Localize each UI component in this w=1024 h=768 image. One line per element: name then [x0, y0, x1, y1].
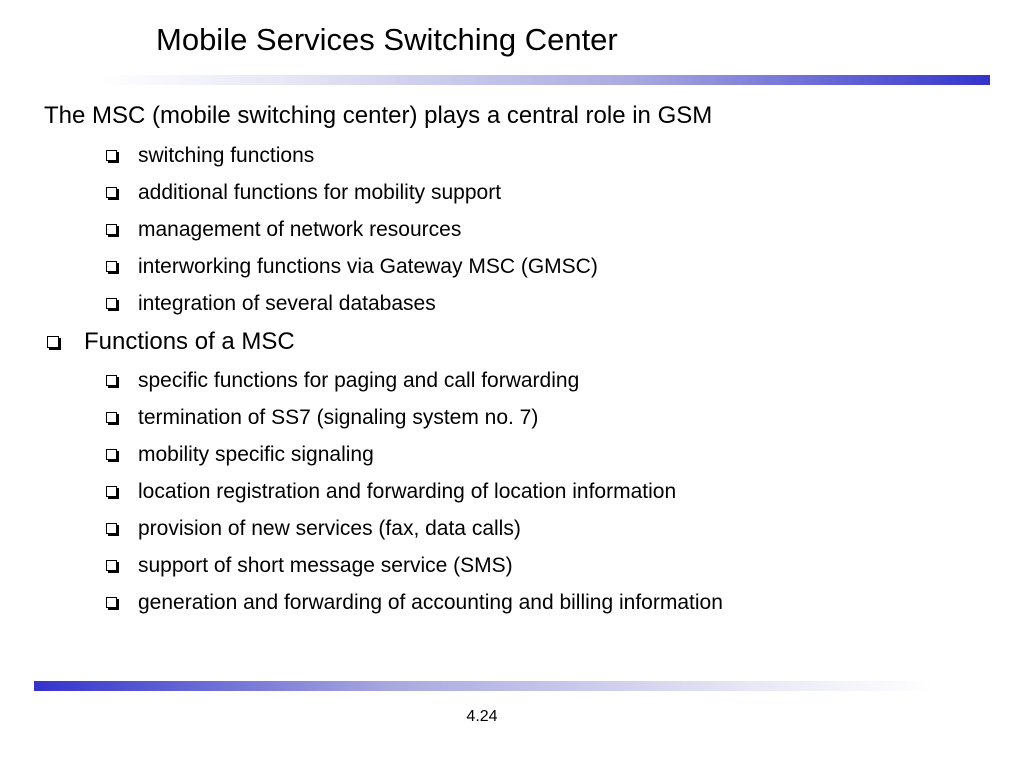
list-item-text: interworking functions via Gateway MSC (GMSC): [138, 255, 598, 278]
square-bullet-icon: [106, 375, 117, 386]
list-item-text: additional functions for mobility support: [138, 181, 502, 204]
square-bullet-icon: [106, 261, 117, 272]
square-bullet-icon: [47, 336, 59, 348]
list-item-text: generation and forwarding of accounting and billing information: [138, 591, 723, 614]
list-item-text: provision of new services (fax, data calls): [138, 517, 521, 540]
list-item: [104, 473, 723, 510]
list-item: [104, 211, 598, 248]
page-number: 4.24: [466, 708, 498, 725]
square-bullet-icon: [106, 486, 117, 497]
list-item: [104, 285, 598, 322]
section-heading-text: Functions of a MSC: [84, 328, 295, 355]
list-item: [104, 436, 723, 473]
square-bullet-icon: [106, 150, 117, 161]
list-item: [104, 137, 598, 174]
square-bullet-icon: [106, 560, 117, 571]
list-item-text: specific functions for paging and call forwarding: [138, 369, 580, 392]
list-item: [104, 174, 598, 211]
list-item-text: termination of SS7 (signaling system no. 7): [138, 406, 539, 429]
footer-rule-gradient: [34, 681, 934, 691]
list-item: [104, 547, 723, 584]
square-bullet-icon: [106, 523, 117, 534]
list-item-text: management of network resources: [138, 218, 462, 241]
square-bullet-icon: [106, 597, 117, 608]
intro-statement: The MSC (mobile switching center) plays a central role in GSM: [44, 102, 713, 129]
list-item: [104, 510, 723, 547]
list-item: [104, 584, 723, 621]
list-item-text: support of short message service (SMS): [138, 554, 513, 577]
square-bullet-icon: [106, 224, 117, 235]
list-item: [104, 362, 723, 399]
list-item: [104, 399, 723, 436]
square-bullet-icon: [106, 449, 117, 460]
list-item-text: integration of several databases: [138, 292, 436, 315]
square-bullet-icon: [106, 187, 117, 198]
msc-functions-list: [104, 362, 723, 621]
list-item-text: location registration and forwarding of location information: [138, 480, 677, 503]
msc-role-list: [104, 137, 598, 322]
section-heading: [44, 325, 295, 359]
square-bullet-icon: [106, 298, 117, 309]
list-item: [104, 248, 598, 285]
slide-title: Mobile Services Switching Center: [156, 22, 618, 57]
square-bullet-icon: [106, 412, 117, 423]
list-item-text: switching functions: [138, 144, 315, 167]
list-item-text: mobility specific signaling: [138, 443, 374, 466]
title-underline-gradient: [100, 75, 990, 85]
